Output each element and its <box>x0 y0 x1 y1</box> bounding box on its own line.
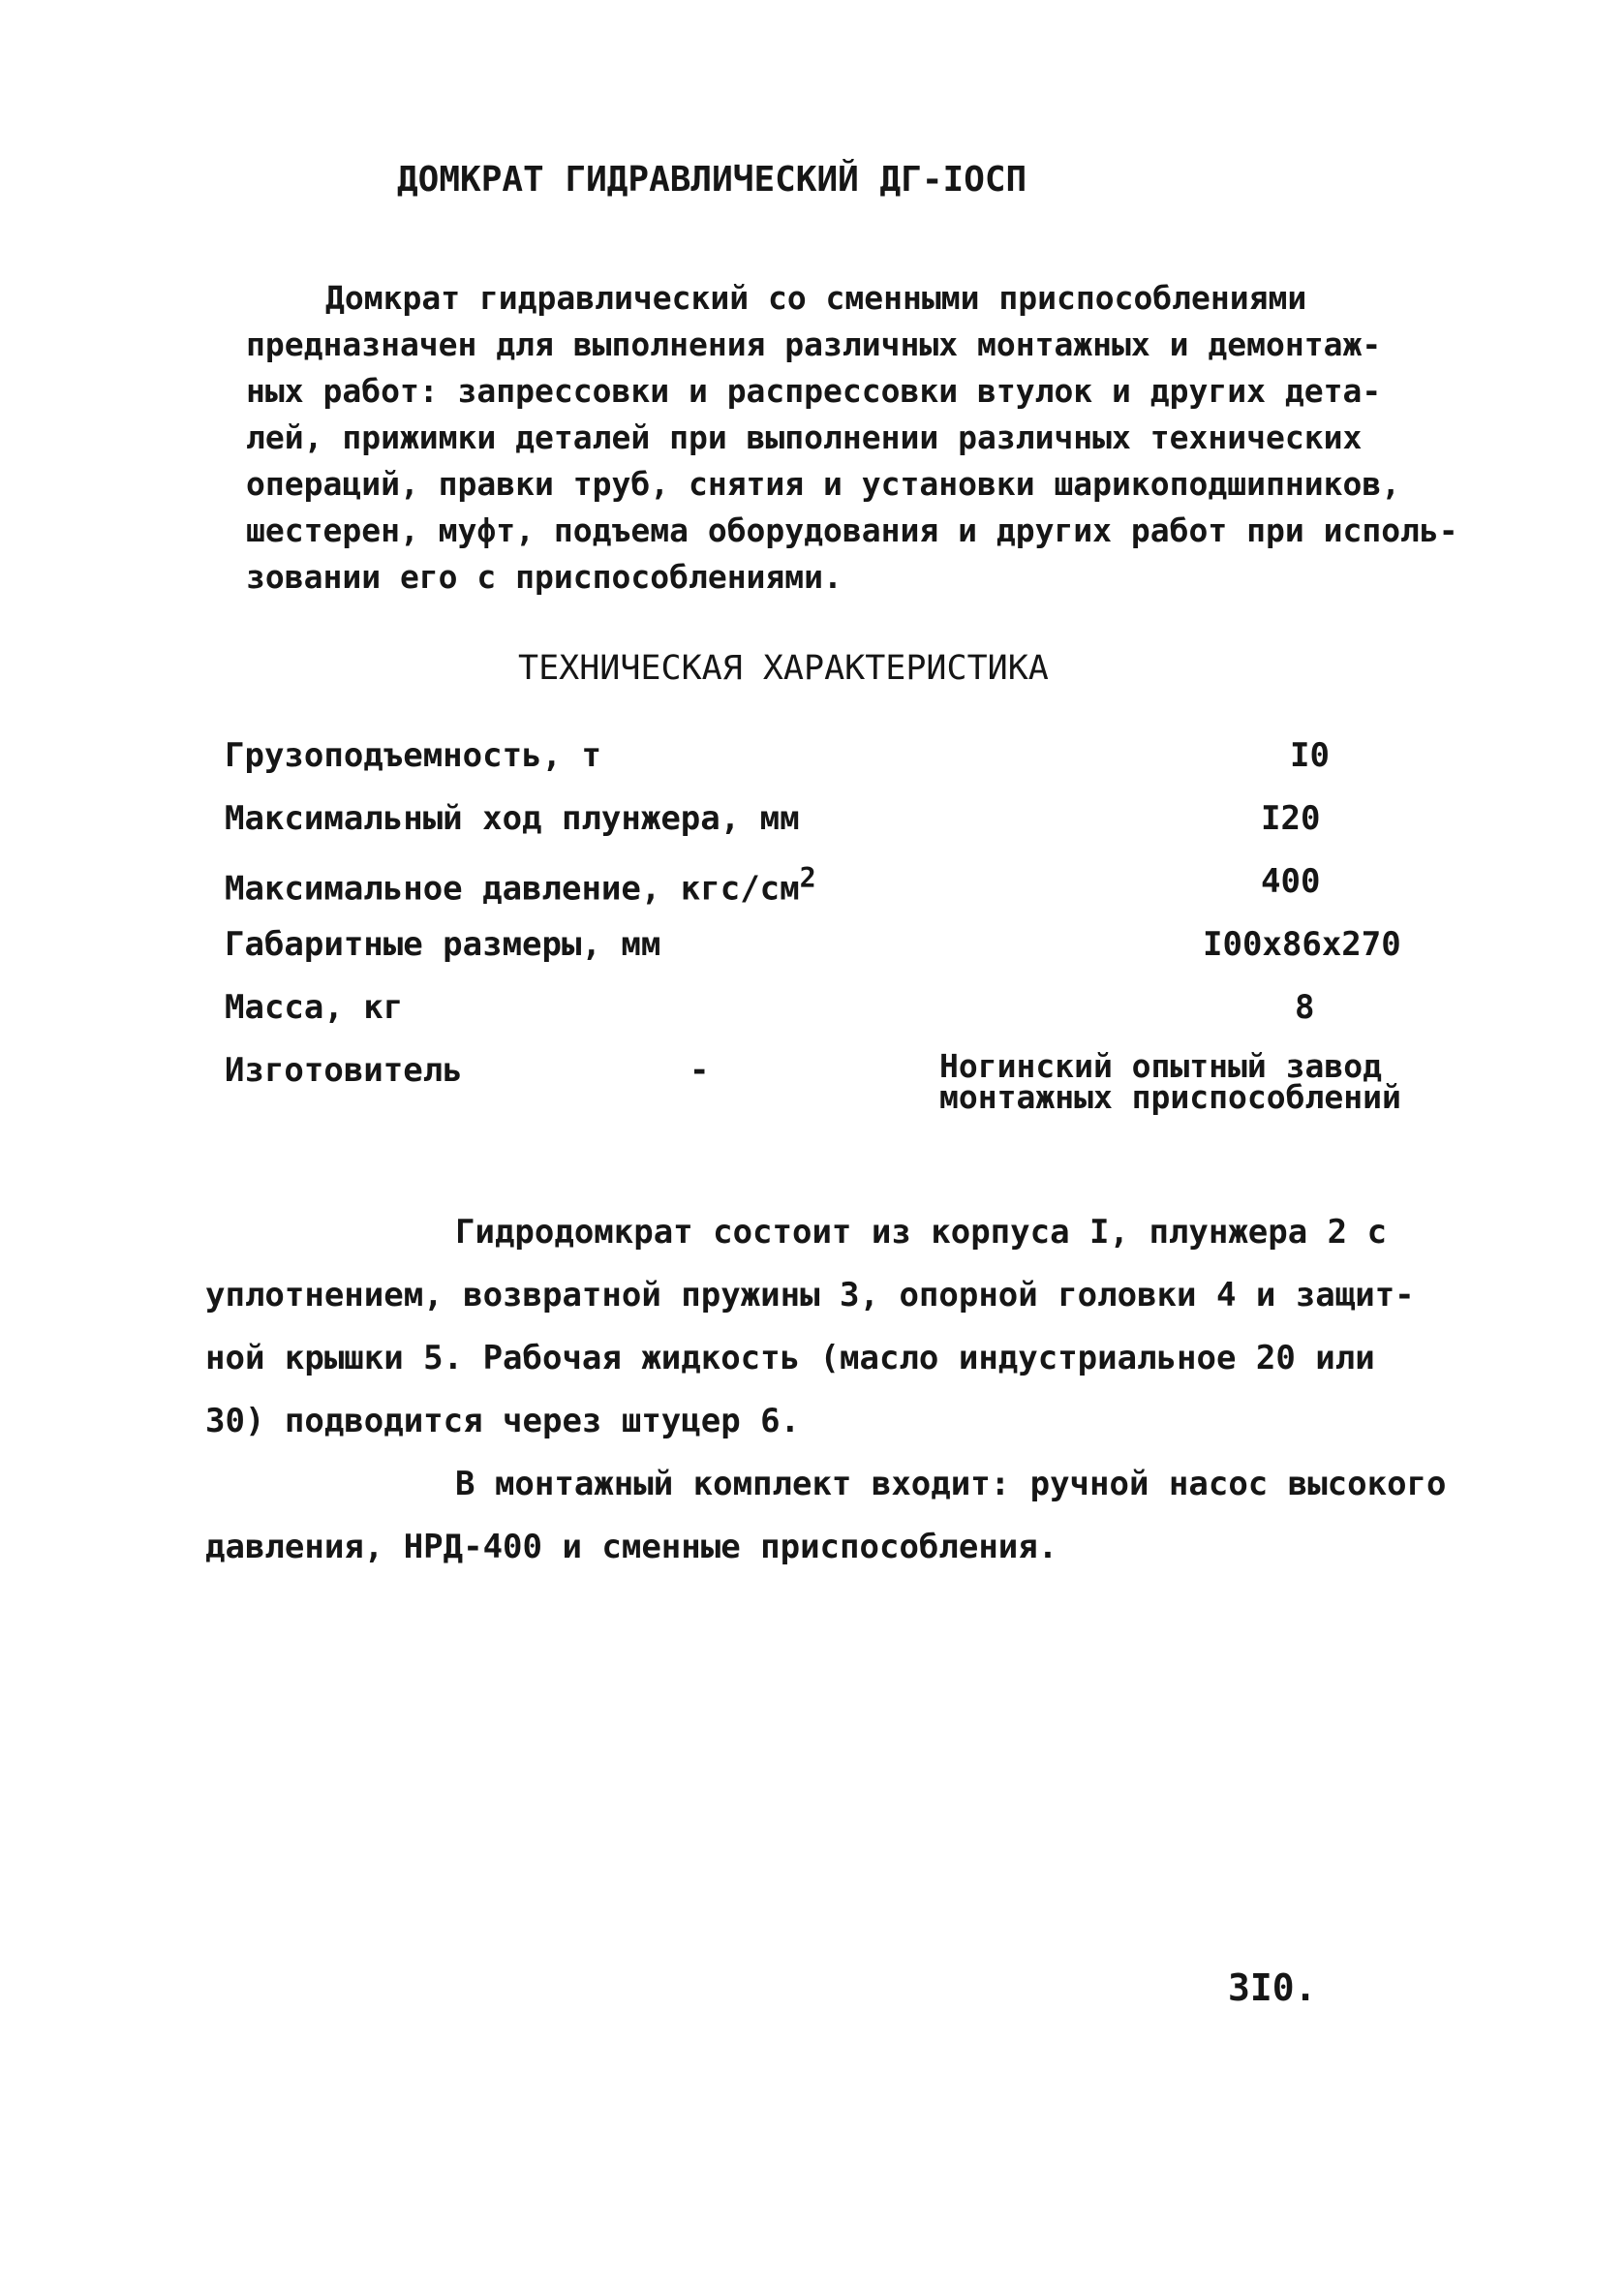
description-paragraphs <box>205 1201 1484 1579</box>
spec-label: Масса, кг <box>225 988 404 1027</box>
spec-value: I0 <box>1290 736 1330 775</box>
spec-row <box>225 862 1425 911</box>
intro-line: шестерен, муфт, подъема оборудования и других работ при исполь- <box>246 511 1458 549</box>
manufacturer-dash: - <box>689 1051 710 1090</box>
spec-row <box>225 736 1425 785</box>
section-title: ТЕХНИЧЕСКАЯ ХАРАКТЕРИСТИКА <box>518 649 1049 688</box>
intro-paragraph <box>246 275 1495 601</box>
page-number: 3I0. <box>1228 1966 1317 2009</box>
intro-line: ных работ: запрессовки и распрессовки втулок и других дета- <box>246 372 1382 410</box>
body-line: Гидродомкрат состоит из корпуса I, плунжера 2 с <box>455 1213 1388 1252</box>
manufacturer-line: Ногинский опытный завод <box>939 1047 1382 1085</box>
spec-value: I20 <box>1261 799 1321 838</box>
spec-label-superscript: 2 <box>799 862 816 894</box>
document-title: ДОМКРАТ ГИДРАВЛИЧЕСКИЙ ДГ-IОСП <box>397 160 1027 200</box>
spec-row <box>225 799 1425 848</box>
body-line: давления, НРД-400 и сменные приспособления. <box>205 1528 1058 1566</box>
intro-line: зовании его с приспособлениями. <box>246 558 843 596</box>
body-line: уплотнением, возвратной пружины 3, опорной головки 4 и защит- <box>205 1276 1415 1315</box>
manufacturer-label: Изготовитель <box>225 1051 463 1090</box>
spec-label-text: Максимальное давление, кгс/см <box>225 869 800 909</box>
body-line: 30) подводится через штуцер 6. <box>205 1402 801 1440</box>
spec-row <box>225 988 1425 1036</box>
spec-value: 8 <box>1295 988 1315 1027</box>
intro-line: предназначен для выполнения различных монтажных и демонтаж- <box>246 325 1382 363</box>
manufacturer-line: монтажных приспособлений <box>939 1078 1401 1116</box>
spec-label: Габаритные размеры, мм <box>225 925 661 964</box>
manufacturer-row <box>225 1047 1425 1129</box>
spec-value: I00x86x270 <box>1203 925 1401 964</box>
spec-value: 400 <box>1261 862 1321 901</box>
intro-line: лей, прижимки деталей при выполнении различных технических <box>246 418 1363 456</box>
intro-line: Домкрат гидравлический со сменными приспособлениями <box>325 279 1307 317</box>
spec-label: Максимальный ход плунжера, мм <box>225 799 800 838</box>
spec-label <box>225 862 816 908</box>
body-line: ной крышки 5. Рабочая жидкость (масло индустриальное 20 или <box>205 1339 1375 1377</box>
manufacturer-name <box>939 1047 1401 1116</box>
intro-line: операций, правки труб, снятия и установки шарикоподшипников, <box>246 465 1401 503</box>
body-line: В монтажный комплект входит: ручной насос высокого <box>455 1465 1447 1503</box>
spec-row <box>225 925 1425 974</box>
spec-label: Грузоподъемность, т <box>225 736 601 775</box>
